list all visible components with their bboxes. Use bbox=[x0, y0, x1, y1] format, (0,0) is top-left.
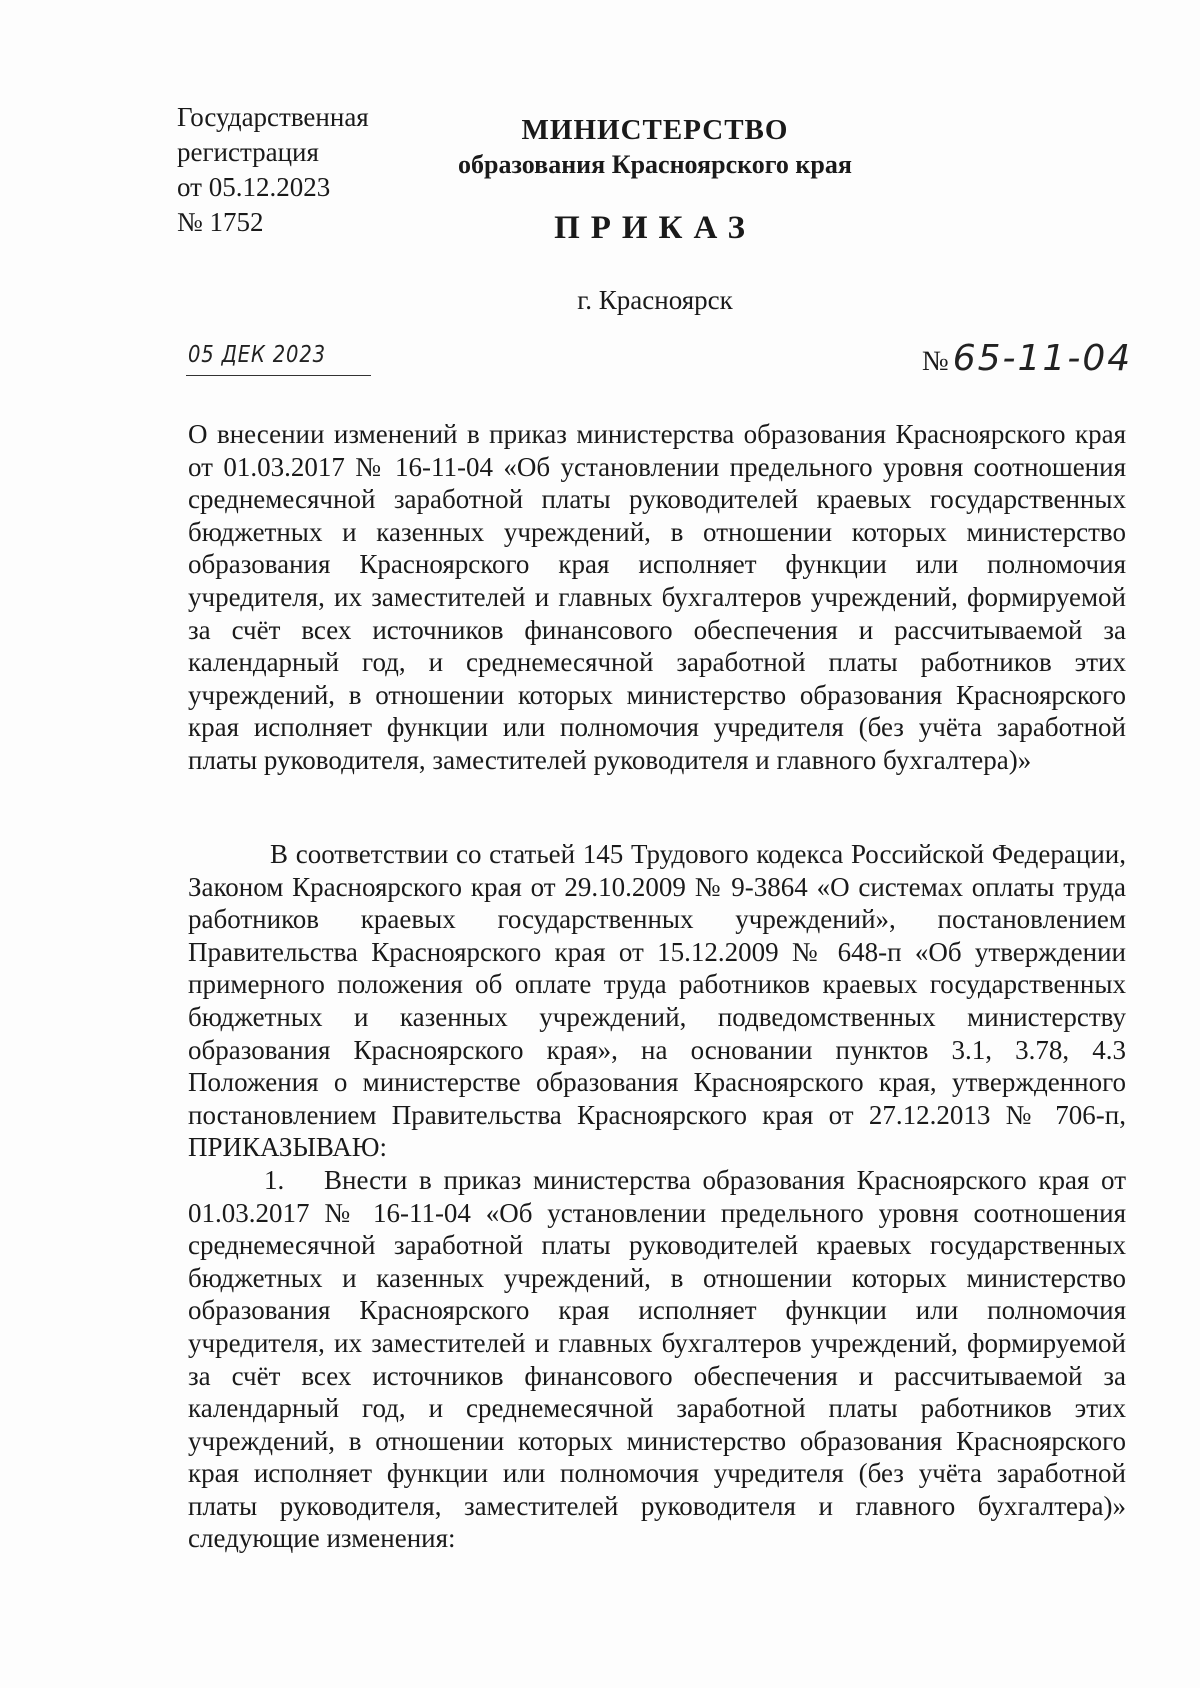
order-date-stamp: 05 ДЕК 2023 bbox=[188, 342, 326, 368]
list-item bbox=[188, 1164, 1126, 1555]
preamble-paragraph: В соответствии со статьей 145 Трудового кодекса Российской Федерации, Законом Красноярского края от 29.10.2009 № 9-3864 «О системах оплаты труда работников краевых государственных учреждений», постановлением Правительства Красноярского края от 15.12.2009 № 648-п «Об утверждении примерного положения об оплате труда работников краевых государственных бюджетных и казенных учреждений, подведомственных министерству образования Красноярского края», на основании пунктов 3.1, 3.78, 4.3 Положения о министерстве образования Красноярского края, утвержденного постановлением Правительства Красноярского края от 27.12.2013 № 706-п, ПРИКАЗЫВАЮ: bbox=[188, 839, 1126, 1163]
city: г. Красноярск bbox=[577, 285, 733, 315]
ministry-subtitle: образования Красноярского края bbox=[458, 150, 852, 179]
order-number-handwritten: 65-11-04 bbox=[952, 338, 1133, 379]
date-underline bbox=[186, 375, 371, 376]
registration-line-2: регистрация bbox=[177, 137, 319, 167]
document-title: О внесении изменений в приказ министерства образования Красноярского края от 01.03.2017 № 16-11-04 «Об установлении предельного уровня соотношения среднемесячной заработной платы руководителей краевых государственных бюджетных и казенных учреждений, в отношении которых министерство образования Красноярского края исполняет функции или полномочия учредителя, их заместителей и главных бухгалтеров учреждений, формируемой за счёт всех источников финансового обеспечения и рассчитываемой за календарный год, и среднемесячной заработной платы работников этих учреждений, в отношении которых министерство образования Красноярского края исполняет функции или полномочия учредителя (без учёта заработной платы руководителя, заместителей руководителя и главного бухгалтера)» bbox=[188, 419, 1126, 775]
document-body bbox=[188, 838, 1126, 1555]
item-text: Внести в приказ министерства образования Красноярского края от 01.03.2017 № 16-11-04 «Об установлении предельного уровня соотношения среднемесячной заработной платы руководителей краевых государственных бюджетных и казенных учреждений, в отношении которых министерство образования Красноярского края исполняет функции или полномочия учредителя, их заместителей и главных бухгалтеров учреждений, формируемой за счёт всех источников финансового обеспечения и рассчитываемой за календарный год, и среднемесячной заработной платы работников этих учреждений, в отношении которых министерство образования Красноярского края исполняет функции или полномочия учредителя (без учёта заработной платы руководителя, заместителей руководителя и главного бухгалтера)» следующие изменения: bbox=[188, 1164, 1126, 1554]
document-type: ПРИКАЗ bbox=[554, 210, 756, 246]
registration-line-1: Государственная bbox=[177, 102, 369, 132]
registration-block bbox=[177, 100, 369, 240]
number-sign: № bbox=[922, 346, 949, 377]
registration-number: № 1752 bbox=[177, 207, 264, 237]
registration-date: от 05.12.2023 bbox=[177, 172, 331, 202]
ministry-title: МИНИСТЕРСТВО bbox=[521, 114, 789, 146]
ministry-header bbox=[400, 112, 910, 182]
order-number bbox=[922, 338, 1132, 379]
item-number: 1. bbox=[264, 1164, 285, 1195]
